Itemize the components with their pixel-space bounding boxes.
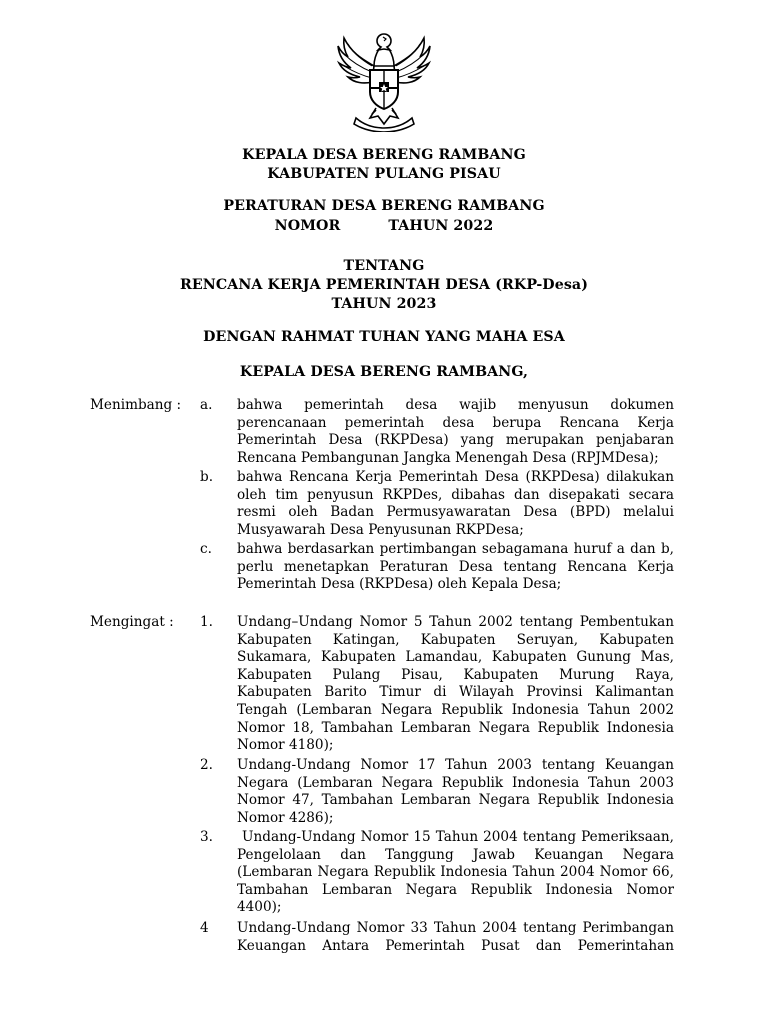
- menimbang-label: Menimbang :: [90, 397, 182, 413]
- mengingat-item-1: [237, 614, 674, 755]
- text-line: perencanaan pemerintah desa berupa Rencana Kerja: [237, 414, 674, 431]
- text-line: Rencana Pembangunan Jangka Menengah Desa (RPJMDesa);: [237, 449, 659, 466]
- about-label: TENTANG: [343, 258, 425, 274]
- mengingat-item-2: [237, 757, 674, 827]
- regulation-title: PERATURAN DESA BERENG RAMBANG: [223, 198, 545, 214]
- text-line: bahwa berdasarkan pertimbangan sebagamana huruf a dan b,: [237, 541, 674, 557]
- subject-title: RENCANA KERJA PEMERINTAH DESA (RKP-Desa): [179, 277, 589, 293]
- menimbang-item-b: [237, 469, 674, 539]
- text-line: bahwa pemerintah desa wajib menyusun dokumen: [237, 397, 674, 413]
- text-line: perlu menetapkan Peraturan Desa tentang Rencana Kerja: [237, 558, 674, 575]
- menimbang-item-a: [237, 397, 674, 467]
- year-label: TAHUN 2022: [388, 218, 494, 234]
- menimbang-item-c: [237, 541, 674, 594]
- text-line: Kabupaten Katingan, Kabupaten Seruyan, Kabupaten: [237, 631, 674, 648]
- text-line: Nomor 4286);: [237, 809, 334, 826]
- text-line: Nomor 47, Tambahan Lembaran Negara Republik Indonesia: [237, 792, 674, 809]
- preamble-line: DENGAN RAHMAT TUHAN YANG MAHA ESA: [203, 329, 565, 345]
- subject-year: TAHUN 2023: [331, 296, 437, 312]
- head-of-village-line: KEPALA DESA BERENG RAMBANG,: [239, 364, 529, 380]
- mengingat-mark-4: 4: [200, 920, 209, 936]
- text-line: Musyawarah Desa Penyusunan RKPDesa;: [237, 521, 524, 538]
- text-line: Undang-Undang Nomor 33 Tahun 2004 tentang Perimbangan: [237, 920, 674, 936]
- menimbang-mark-a: a.: [200, 397, 213, 413]
- mengingat-label: Mengingat :: [90, 614, 174, 630]
- text-line: Negara (Lembaran Negara Republik Indonesia Tahun 2003: [237, 774, 674, 791]
- mengingat-item-4: [237, 920, 674, 955]
- issuer-title: KEPALA DESA BERENG RAMBANG: [242, 147, 526, 163]
- text-line: Tambahan Lembaran Negara Republik Indonesia Nomor: [237, 881, 674, 898]
- menimbang-mark-c: c.: [200, 541, 212, 557]
- text-line: Pemerintah Desa (RKPDesa) yang merupakan penjabaran: [237, 432, 674, 449]
- text-line: Kabupaten Barito Timur di Wilayah Provinsi Kalimantan: [237, 684, 674, 701]
- mengingat-item-3: [237, 829, 674, 917]
- garuda-emblem-icon: [334, 30, 434, 132]
- text-line: Kabupaten Pulang Pisau, Kabupaten Murung Raya,: [237, 666, 674, 683]
- menimbang-mark-b: b.: [200, 469, 214, 485]
- text-line: Undang–Undang Nomor 5 Tahun 2002 tentang Pembentukan: [237, 614, 674, 630]
- text-line: Undang-Undang Nomor 17 Tahun 2003 tentang Keuangan: [237, 757, 674, 773]
- text-line: Keuangan Antara Pemerintah Pusat dan Pemerintahan: [237, 937, 674, 954]
- text-line: bahwa Rencana Kerja Pemerintah Desa (RKPDesa) dilakukan: [237, 469, 674, 485]
- text-line: Nomor 4180);: [237, 737, 334, 754]
- mengingat-mark-1: 1.: [200, 614, 213, 630]
- text-line: Tengah (Lembaran Negara Republik Indonesia Tahun 2002: [237, 701, 674, 718]
- text-line: oleh tim penyusun RKPDes, dibahas dan disepakati secara: [237, 486, 674, 503]
- number-label: NOMOR: [274, 218, 341, 234]
- text-line: resmi oleh Badan Permusyawaratan Desa (BPD) melalui: [237, 504, 674, 521]
- mengingat-mark-3: 3.: [200, 829, 213, 845]
- text-line: 4400);: [237, 899, 282, 916]
- text-line: Pemerintah Desa (RKPDesa) oleh Kepala Desa;: [237, 576, 562, 593]
- text-line: Pengelolaan dan Tanggung Jawab Keuangan Negara: [237, 846, 674, 863]
- text-line: Nomor 18, Tambahan Lembaran Negara Republik Indonesia: [237, 719, 674, 736]
- text-line: Sukamara, Kabupaten Lamandau, Kabupaten Gunung Mas,: [237, 649, 674, 666]
- regency-title: KABUPATEN PULANG PISAU: [267, 166, 501, 182]
- text-line: Undang-Undang Nomor 15 Tahun 2004 tentang Pemeriksaan,: [237, 829, 674, 845]
- mengingat-mark-2: 2.: [200, 757, 213, 773]
- regulation-number: [0, 218, 768, 234]
- text-line: (Lembaran Negara Republik Indonesia Tahun 2004 Nomor 66,: [237, 864, 674, 881]
